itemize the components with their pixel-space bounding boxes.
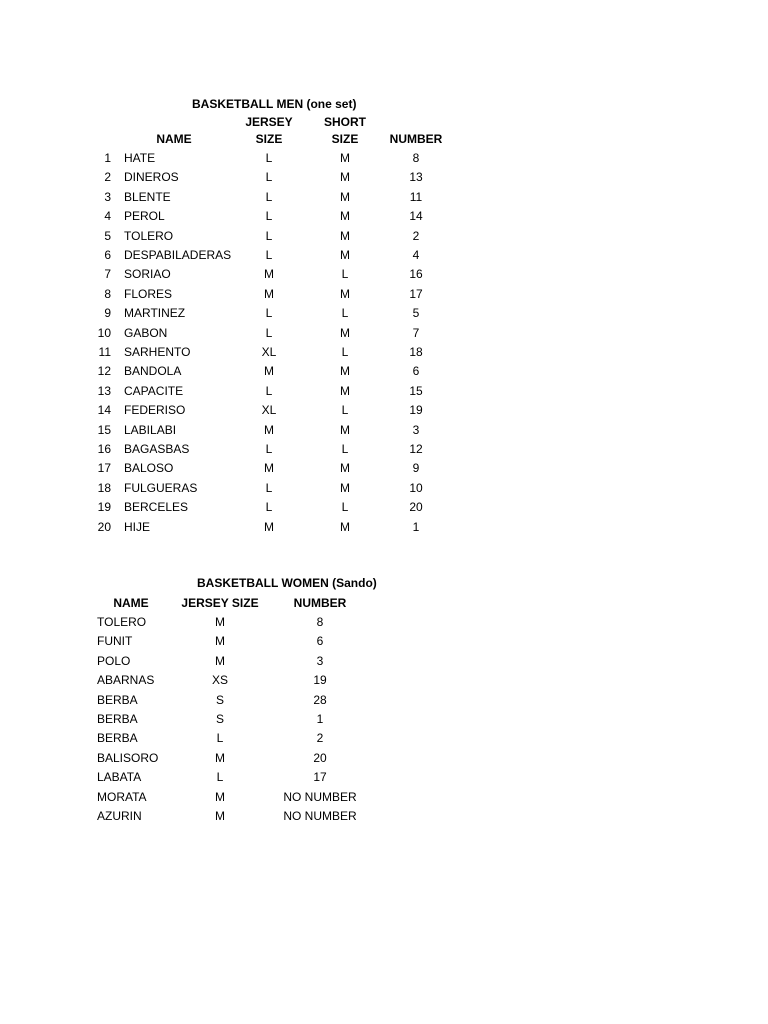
player-name: MORATA	[97, 789, 147, 804]
row-index: 14	[97, 403, 111, 418]
row-index: 15	[97, 422, 111, 437]
men-table-row	[0, 227, 768, 246]
short-size: L	[341, 403, 349, 418]
jersey-number: 10	[409, 480, 423, 495]
men-table-row	[0, 246, 768, 265]
men-table-row	[0, 401, 768, 420]
jersey-number: 7	[412, 325, 420, 340]
jersey-size: L	[265, 500, 273, 515]
player-name: SARHENTO	[124, 345, 191, 359]
jersey-number: 16	[409, 267, 423, 282]
row-index: 11	[98, 345, 111, 359]
player-name: AZURIN	[97, 809, 142, 823]
short-size: L	[341, 267, 349, 282]
men-table-row	[0, 188, 768, 207]
jersey-size: L	[265, 306, 273, 321]
men-header-number: NUMBER	[389, 132, 443, 146]
jersey-size: M	[264, 461, 274, 476]
jersey-number: 5	[412, 306, 420, 321]
row-index: 13	[97, 383, 111, 398]
player-name: BERBA	[97, 712, 138, 726]
short-size: L	[341, 345, 349, 359]
women-header-jersey: JERSEY SIZE	[181, 596, 259, 610]
women-header-name: NAME	[113, 596, 149, 610]
men-table-row	[0, 285, 768, 304]
jersey-size: M	[264, 519, 274, 534]
row-index: 2	[104, 170, 111, 185]
jersey-size: M	[215, 750, 225, 765]
short-size: L	[341, 442, 349, 456]
jersey-size: M	[264, 286, 274, 301]
player-name: DINEROS	[124, 170, 179, 185]
jersey-number: NO NUMBER	[283, 809, 357, 823]
player-name: FUNIT	[97, 634, 133, 649]
jersey-size: M	[215, 634, 225, 649]
row-index: 9	[104, 306, 111, 321]
men-table-row	[0, 459, 768, 478]
player-name: HATE	[124, 151, 156, 165]
jersey-number: 8	[316, 615, 324, 629]
jersey-number: 11	[409, 189, 423, 204]
jersey-number: 18	[409, 345, 423, 359]
men-table-row	[0, 168, 768, 187]
short-size: M	[340, 519, 350, 534]
men-table-row	[0, 382, 768, 401]
jersey-size: L	[265, 325, 273, 340]
jersey-number: 20	[313, 750, 327, 765]
jersey-size: XL	[261, 403, 277, 418]
men-table-row	[0, 304, 768, 323]
short-size: M	[340, 151, 350, 165]
short-size: M	[340, 170, 350, 185]
men-header-jersey-line2: SIZE	[255, 132, 283, 146]
jersey-size: L	[265, 442, 273, 456]
jersey-size: S	[215, 712, 225, 726]
player-name: LABATA	[97, 770, 142, 785]
men-table-title: BASKETBALL MEN (one set)	[192, 97, 357, 111]
jersey-size: M	[215, 653, 225, 668]
men-header-short-line2: SIZE	[331, 132, 359, 146]
jersey-size: S	[215, 692, 225, 707]
men-table-row	[0, 440, 768, 459]
jersey-number: 8	[412, 151, 420, 165]
row-index: 8	[104, 286, 111, 301]
men-table-row	[0, 362, 768, 381]
jersey-number: 2	[316, 731, 324, 746]
jersey-number: 13	[409, 170, 423, 185]
jersey-size: L	[265, 248, 273, 262]
player-name: MARTINEZ	[124, 306, 186, 321]
short-size: M	[340, 189, 350, 204]
short-size: M	[340, 248, 350, 262]
women-table-row	[0, 652, 768, 671]
women-table-row	[0, 729, 768, 748]
jersey-number: 19	[313, 673, 327, 688]
women-table-row	[0, 671, 768, 690]
player-name: BAGASBAS	[124, 442, 190, 456]
short-size: M	[340, 364, 350, 379]
jersey-number: 9	[412, 461, 420, 476]
women-table-row	[0, 632, 768, 651]
player-name: BERBA	[97, 692, 138, 707]
jersey-size: L	[265, 228, 273, 243]
player-name: ABARNAS	[97, 673, 155, 688]
short-size: L	[341, 500, 349, 515]
player-name: CAPACITE	[124, 383, 184, 398]
jersey-size: M	[264, 422, 274, 437]
player-name: FLORES	[124, 286, 173, 301]
short-size: M	[340, 422, 350, 437]
short-size: M	[340, 209, 350, 224]
women-table-row	[0, 710, 768, 729]
women-header-number: NUMBER	[293, 596, 347, 610]
jersey-size: M	[264, 364, 274, 379]
jersey-number: 19	[409, 403, 423, 418]
jersey-number: 15	[409, 383, 423, 398]
women-table-row	[0, 807, 768, 826]
women-table-title: BASKETBALL WOMEN (Sando)	[197, 576, 377, 590]
men-table-row	[0, 324, 768, 343]
jersey-number: 3	[412, 422, 420, 437]
men-table-row	[0, 343, 768, 362]
player-name: BERCELES	[124, 500, 189, 515]
women-table-row	[0, 691, 768, 710]
player-name: POLO	[97, 653, 131, 668]
player-name: PEROL	[124, 209, 165, 224]
player-name: HIJE	[124, 519, 151, 534]
men-table-row	[0, 518, 768, 537]
jersey-number: 4	[412, 248, 420, 262]
jersey-size: XL	[261, 345, 277, 359]
short-size: M	[340, 461, 350, 476]
men-header-name: NAME	[156, 132, 192, 146]
short-size: M	[340, 383, 350, 398]
jersey-size: L	[265, 383, 273, 398]
men-header-short-line1: SHORT	[324, 115, 366, 129]
short-size: M	[340, 325, 350, 340]
player-name: TOLERO	[124, 228, 174, 243]
row-index: 6	[104, 248, 111, 262]
women-table-row	[0, 613, 768, 632]
short-size: M	[340, 228, 350, 243]
jersey-number: 2	[412, 228, 420, 243]
row-index: 1	[104, 151, 111, 165]
jersey-size: M	[264, 267, 274, 282]
player-name: BLENTE	[124, 189, 171, 204]
player-name: GABON	[124, 325, 168, 340]
jersey-number: 6	[316, 634, 324, 649]
men-table-row	[0, 265, 768, 284]
jersey-number: 28	[313, 692, 327, 707]
player-name: LABILABI	[124, 422, 177, 437]
jersey-number: 1	[316, 712, 324, 726]
jersey-number: 17	[409, 286, 423, 301]
row-index: 19	[97, 500, 111, 515]
player-name: BANDOLA	[124, 364, 182, 379]
row-index: 12	[97, 364, 111, 379]
jersey-size: L	[216, 731, 224, 746]
row-index: 5	[104, 228, 111, 243]
men-header-jersey-line1: JERSEY	[245, 115, 293, 129]
men-table-row	[0, 207, 768, 226]
short-size: L	[341, 306, 349, 321]
short-size: M	[340, 286, 350, 301]
row-index: 7	[104, 267, 111, 282]
jersey-size: L	[216, 770, 224, 785]
row-index: 3	[104, 189, 111, 204]
women-table-row	[0, 749, 768, 768]
player-name: SORIAO	[124, 267, 171, 282]
jersey-size: M	[215, 615, 225, 629]
row-index: 10	[97, 325, 111, 340]
jersey-number: 12	[409, 442, 423, 456]
player-name: FULGUERAS	[124, 480, 198, 495]
player-name: DESPABILADERAS	[124, 248, 232, 262]
jersey-size: XS	[211, 673, 229, 688]
row-index: 20	[97, 519, 111, 534]
jersey-number: 14	[409, 209, 423, 224]
men-table-row	[0, 149, 768, 168]
player-name: BALOSO	[124, 461, 174, 476]
jersey-number: 1	[412, 519, 420, 534]
jersey-size: M	[215, 789, 225, 804]
row-index: 18	[97, 480, 111, 495]
jersey-size: L	[265, 170, 273, 185]
jersey-number: 17	[313, 770, 327, 785]
player-name: FEDERISO	[124, 403, 186, 418]
short-size: M	[340, 480, 350, 495]
jersey-size: L	[265, 209, 273, 224]
jersey-size: L	[265, 480, 273, 495]
jersey-number: 6	[412, 364, 420, 379]
jersey-size: L	[265, 151, 273, 165]
men-table-row	[0, 479, 768, 498]
jersey-number: 3	[316, 653, 324, 668]
jersey-size: L	[265, 189, 273, 204]
player-name: BERBA	[97, 731, 138, 746]
player-name: TOLERO	[97, 615, 147, 629]
row-index: 17	[97, 461, 111, 476]
jersey-number: 20	[409, 500, 423, 515]
jersey-number: NO NUMBER	[283, 789, 357, 804]
player-name: BALISORO	[97, 750, 159, 765]
row-index: 16	[97, 442, 111, 456]
men-table-row	[0, 498, 768, 517]
women-table-row	[0, 788, 768, 807]
jersey-size: M	[215, 809, 225, 823]
men-table-row	[0, 421, 768, 440]
row-index: 4	[104, 209, 111, 224]
women-table-row	[0, 768, 768, 787]
